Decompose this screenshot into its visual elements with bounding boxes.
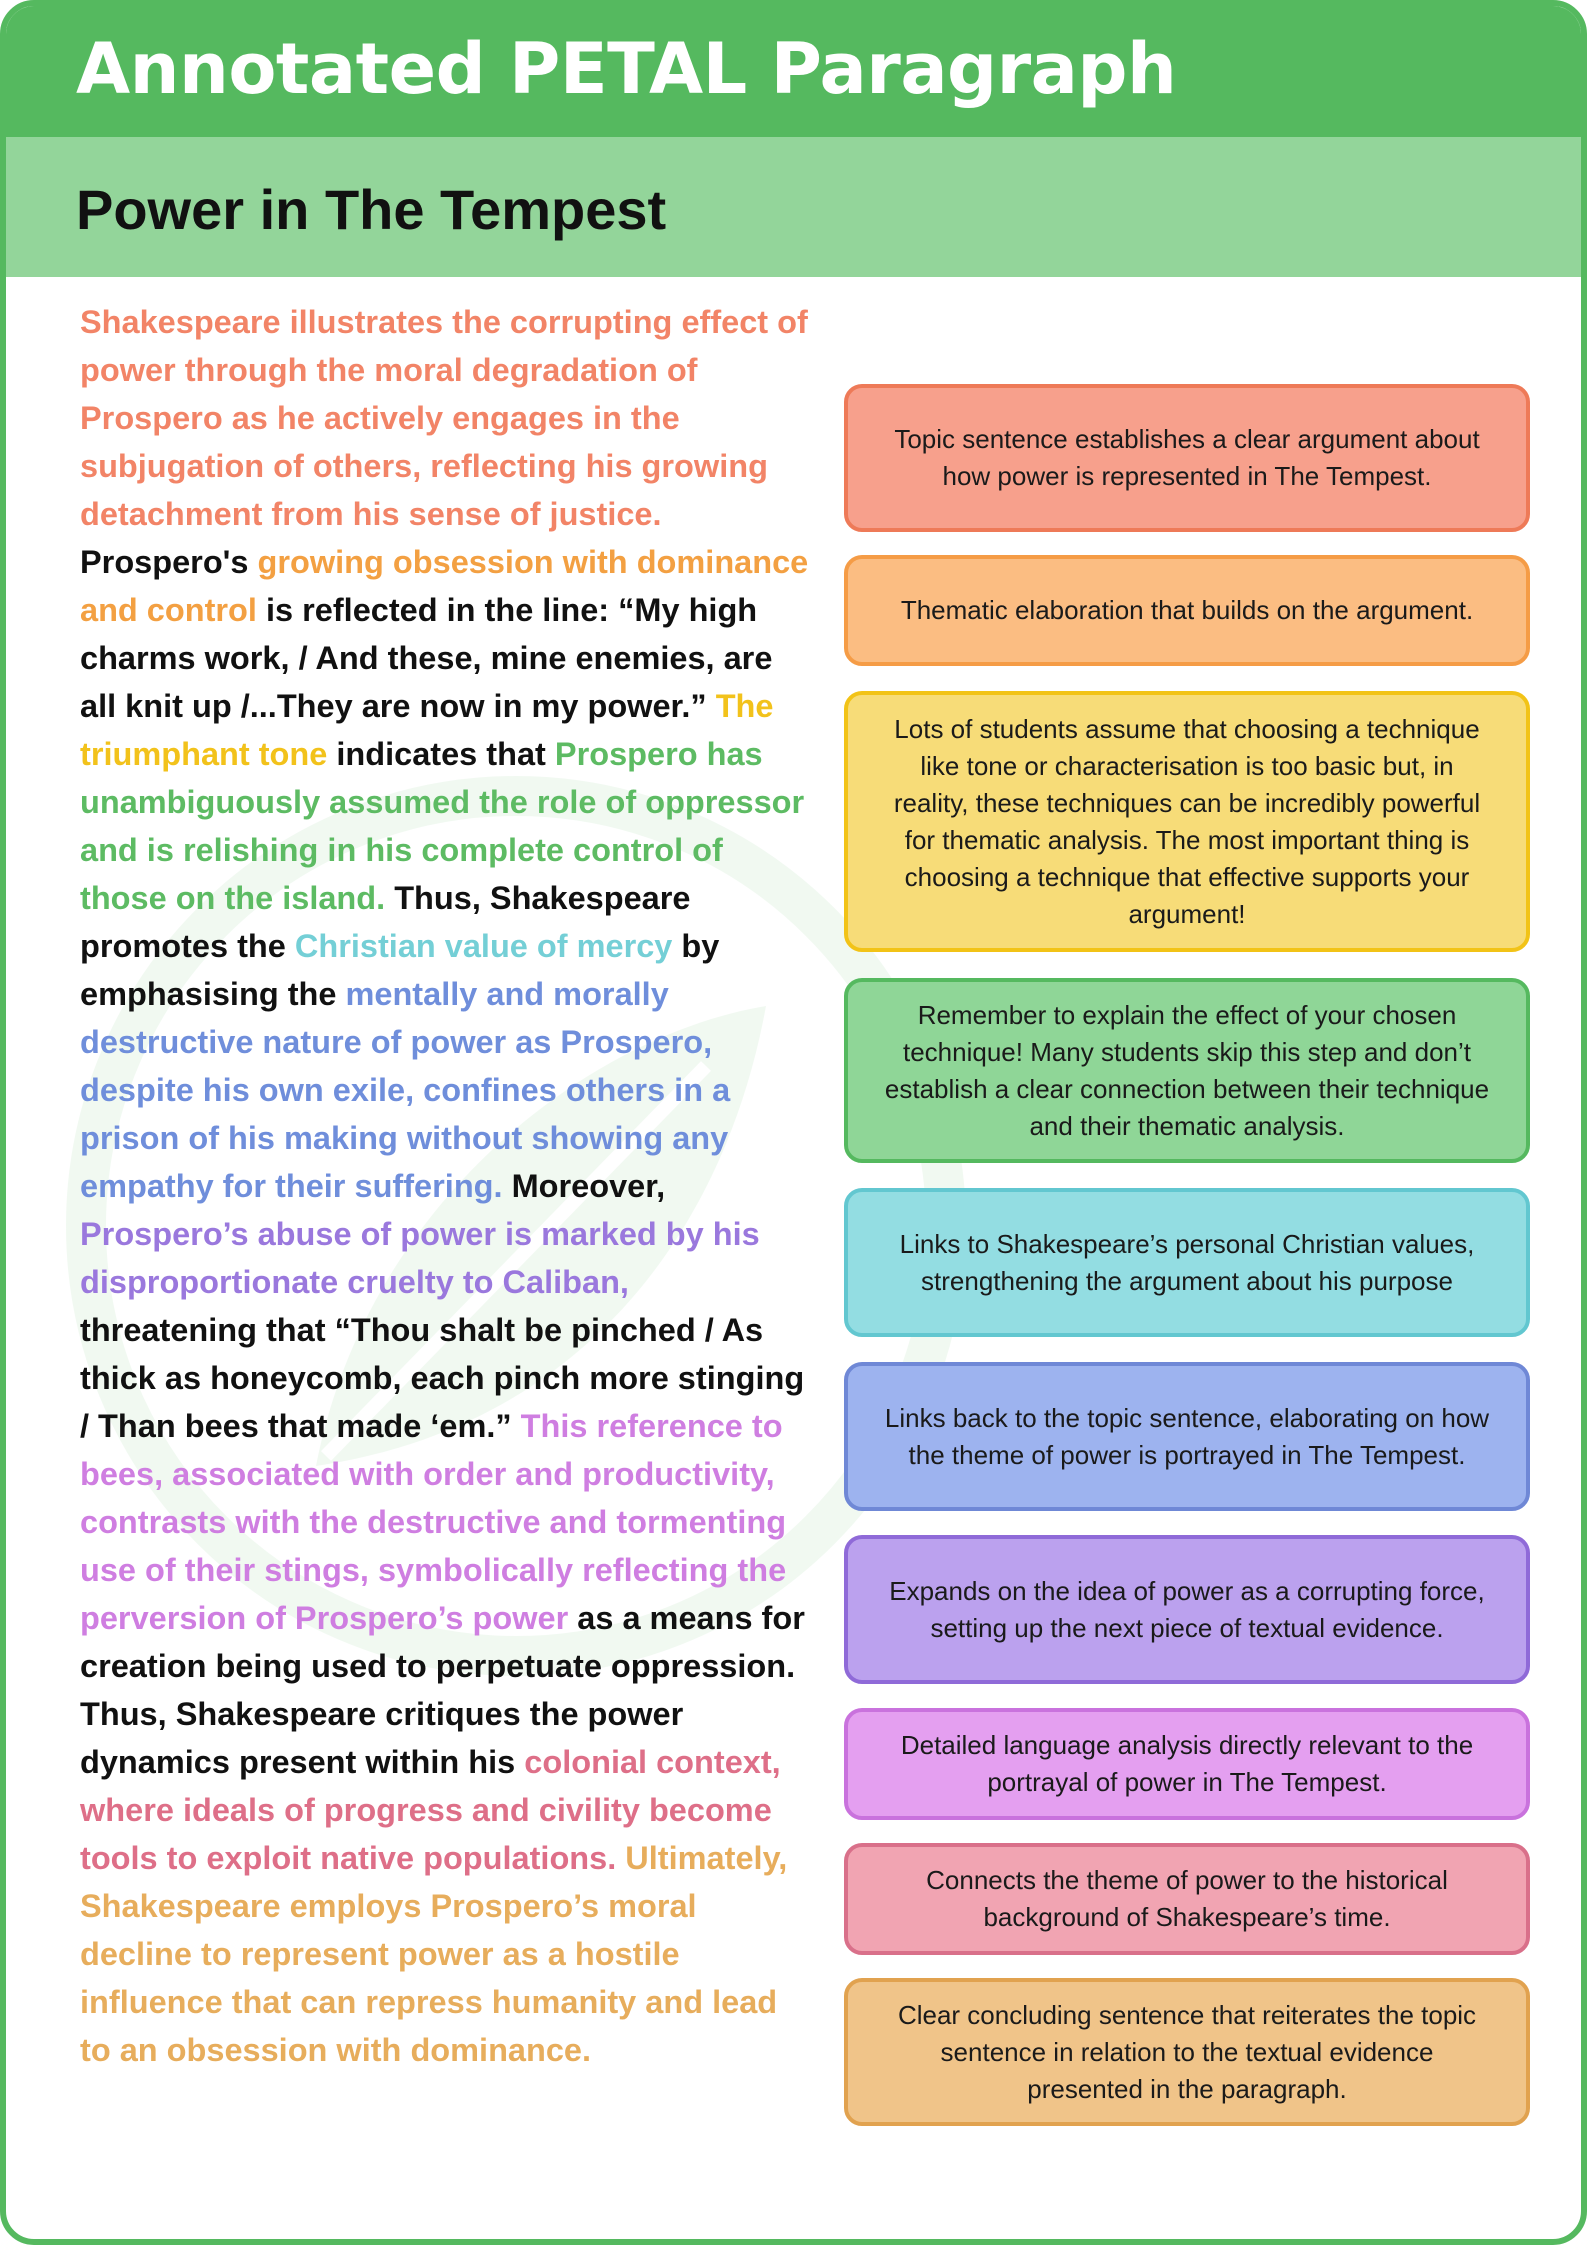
annotation-box: Remember to explain the effect of your chosen technique! Many students skip this step and don’t establish a clear connection between their technique and their thematic analysis. (844, 978, 1530, 1163)
annotation-box: Detailed language analysis directly relevant to the portrayal of power in The Tempest. (844, 1708, 1530, 1820)
paragraph-segment: Prospero's (80, 544, 258, 580)
annotation-box: Topic sentence establishes a clear argument about how power is represented in The Tempest. (844, 384, 1530, 532)
page-title: Annotated PETAL Paragraph (76, 28, 1177, 110)
paragraph-segment: Prospero’s abuse of power is marked by his disproportionate cruelty to Caliban, (80, 1216, 760, 1300)
paragraph-segment: mentally and morally destructive nature of power as Prospero, despite his own exile, confines others in a prison of his making without showing any empathy for their suffering. (80, 976, 731, 1204)
paragraph-segment: by emphasising the (80, 928, 720, 1012)
paragraph-segment: Ultimately, Shakespeare employs Prospero’s moral decline to represent power as a hostile influence that can repress humanity and lead to an obsession with dominance. (80, 1840, 788, 2068)
paragraph-segment: The triumphant tone (80, 688, 774, 772)
paragraph-segment: threatening that “Thou shalt be pinched / As thick as honeycomb, each pinch more stinging / Than bees that made ‘em.” (80, 1312, 805, 1444)
page-subtitle: Power in The Tempest (76, 178, 667, 241)
paragraph-segment: indicates that (327, 736, 555, 772)
annotation-box: Connects the theme of power to the historical background of Shakespeare’s time. (844, 1843, 1530, 1955)
paragraph-segment: Prospero has unambiguously assumed the role of oppressor and is relishing in his complete control of those on the island. (80, 736, 805, 916)
title-bar (6, 6, 1581, 137)
paragraph-segment: Thus, Shakespeare promotes the (80, 880, 691, 964)
paragraph-segment: is reflected in the line: “My high charms work, / And these, mine enemies, are all knit up /...They are now in my power.” (80, 592, 773, 724)
paragraph-segment: Christian value of mercy (294, 928, 673, 964)
paragraph-segment: This reference to bees, associated with order and productivity, contrasts with the destructive and tormenting use of their stings, symbolically reflecting the perversion of Prospero’s power (80, 1408, 787, 1636)
paragraph-segment: Shakespeare illustrates the corrupting effect of power through the moral degradation of Prospero as he actively engages in the subjugation of others, reflecting his growing detachment from his sense of justice. (80, 304, 808, 532)
subtitle-bar (6, 137, 1581, 277)
annotation-box: Expands on the idea of power as a corrupting force, setting up the next piece of textual evidence. (844, 1535, 1530, 1684)
annotation-box: Links back to the topic sentence, elaborating on how the theme of power is portrayed in The Tempest. (844, 1362, 1530, 1511)
annotation-box: Clear concluding sentence that reiterates the topic sentence in relation to the textual evidence presented in the paragraph. (844, 1978, 1530, 2126)
petal-paragraph (80, 298, 810, 2074)
paragraph-segment: as a means for creation being used to perpetuate oppression. Thus, Shakespeare critiques the power dynamics present within his (80, 1600, 805, 1780)
annotation-box: Thematic elaboration that builds on the argument. (844, 555, 1530, 666)
paragraph-segment: Moreover, (502, 1168, 666, 1204)
paragraph-segment: colonial context, where ideals of progress and civility become tools to exploit native populations. (80, 1744, 781, 1876)
annotation-box: Lots of students assume that choosing a technique like tone or characterisation is too basic but, in reality, these techniques can be incredibly powerful for thematic analysis. The most important thing is choosing a technique that effective supports your argument! (844, 691, 1530, 952)
paragraph-segment: growing obsession with dominance and control (80, 544, 809, 628)
annotation-box: Links to Shakespeare’s personal Christian values, strengthening the argument about his purpose (844, 1188, 1530, 1337)
